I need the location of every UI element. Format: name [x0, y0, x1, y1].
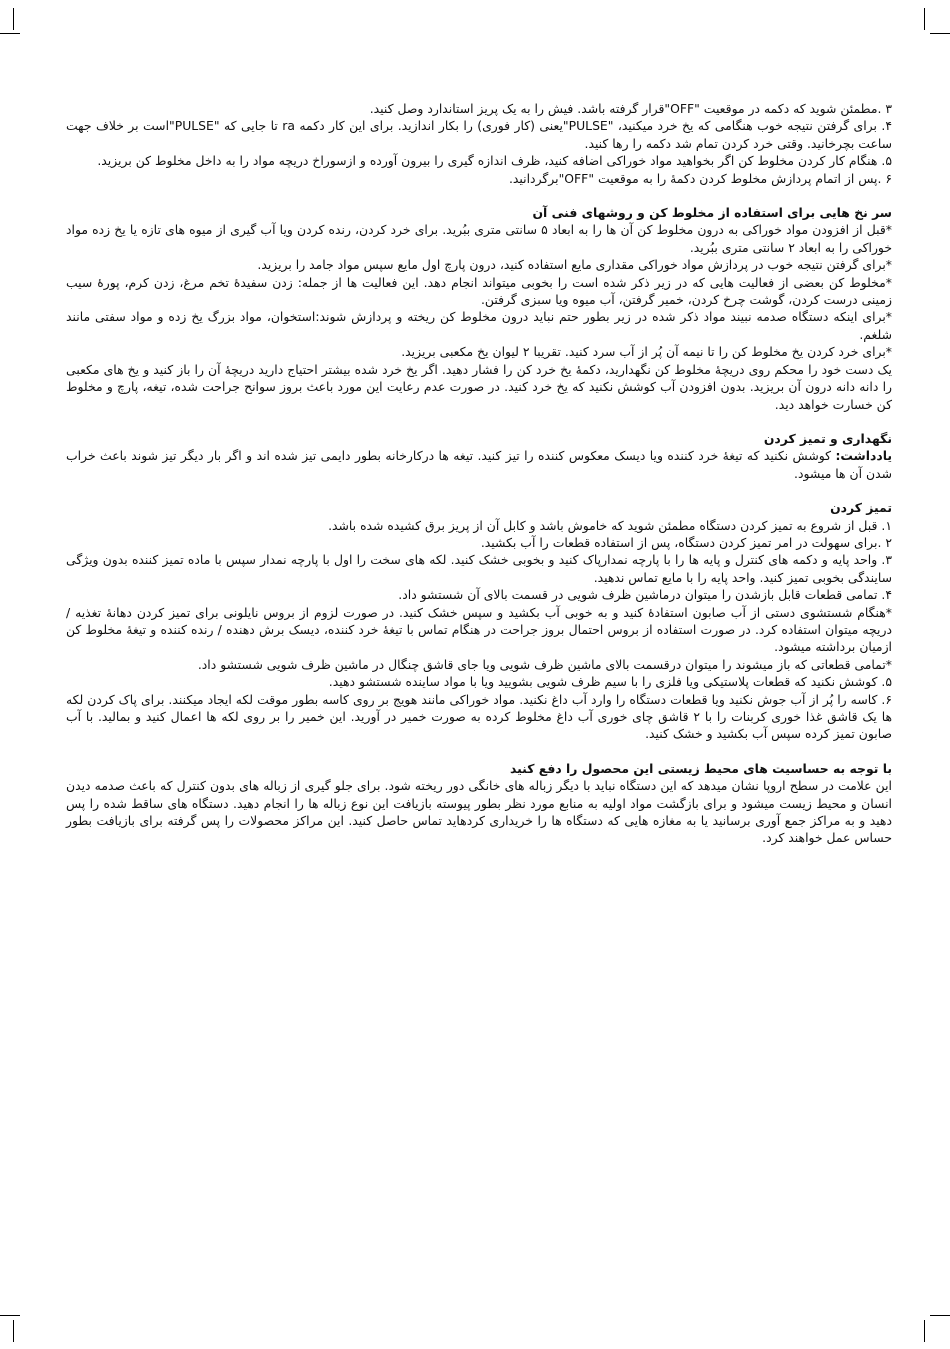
- environment-section: [66, 760, 892, 847]
- environment-heading: با توجه به حساسیت های محیط زیستی این محصول را دفع کنید: [509, 760, 892, 776]
- crop-mark-bottom-right: [924, 1320, 925, 1342]
- cleaning-section: [66, 499, 892, 743]
- usage-step-5: ۵. هنگام کار کردن مخلوط کن اگر بخواهید مواد خوراکی اضافه کنید، ظرف اندازه گیری را بیرون آورده و ازسوراخ دریچه مواد را به داخل مخلوط کن بریزید.: [97, 153, 892, 169]
- manual-page: [66, 100, 892, 847]
- spacer: [66, 482, 892, 499]
- usage-step-4: ۴. برای گرفتن نتیجه خوب هنگامی که یخ خرد میکنید، "PULSE"یعنی (کار فوری) را بکار اندازید. برای این کار دکمه ra تا جایی که "PULSE"است بر خلاف جهت ساعت بچرخانید. وقتی خرد کردن تمام شد دکمه را رها کنید.: [66, 118, 892, 151]
- crop-mark-bottom-left-h: [0, 1315, 20, 1316]
- crop-mark-top-left-h: [0, 33, 20, 34]
- maintenance-note: [66, 447, 892, 482]
- cleaning-step: *تمامی قطعاتی که باز میشوند را میتوان درقسمت بالای ماشین ظرف شویی ویا جای قاشق چنگال در ماشین ظرف شویی شستشو داد.: [197, 656, 892, 672]
- crop-mark-top-right: [924, 8, 925, 30]
- tip-paragraph: *قبل از افزودن مواد خوراکی به درون مخلوط کن آن ها را به ابعاد ۵ سانتی متری ببُرید. برای خرد کردن، رنده کردن ویا آب گیری از میوه های تازه یا یخ زده مواد خوراکی را به ابعاد ۲ سانتی متری ببُرید.: [66, 222, 892, 255]
- cleaning-step: ۴. تمامی قطعات قابل بازشدن را میتوان درماشین ظرف شویی در قسمت بالای آن شستشو داد.: [398, 587, 892, 603]
- crop-mark-bottom-right-h: [930, 1315, 950, 1316]
- cleaning-step: ۲ .برای سهولت در امر تمیز کردن دستگاه، پس از استفاده قطعات را آب بکشید.: [480, 534, 892, 550]
- environment-paragraph: این علامت در سطح اروپا نشان میدهد که این دستگاه نباید با دیگر زباله های خانگی دور ریخته شود. برای جلو گیری از زباله های بدون کنترل که باعث صدمه دیدن انسان و محیط زیست میشود و برای بازگشت مواد اولیه به منابع مورد نظر بطور پیوسته بازیافت این نوع زباله ها را انجام دهید. دستگاه های ساقط شده را پس دهید و به مراکز جمع آوری برسانید یا به مغازه هایی که دستگاه ها را خریداری کردهاید تماس حاصل کنید. این مراکز محصولات را پس گرفته برای بازیافت بطور حساس عمل خواهند کرد.: [66, 778, 892, 846]
- maintenance-section: [66, 430, 892, 482]
- cleaning-step: ۳. واحد پایه و دکمه های کنترل و پایه ها را با پارچه نمدارپاک کنید و بخوبی خشک کنید. لکه های سخت را اول با پارچه نمدار سپس با ماده تمیز کننده بدون ویژگی سایندگی بخوبی تمیز کنید. واحد پایه را با مایع تماس ندهید.: [66, 552, 892, 585]
- note-text: کوشش نکنید که تیغهٔ خرد کننده ویا دیسک معکوس کننده را تیز کنید. تیغه ها درکارخانه بطور دایمی تیز شده اند و اگر بار دیگر تیز شوند باعث خراب شدن آن ها میشود.: [66, 448, 892, 481]
- cleaning-step: ۱. قبل از شروع به تمیز کردن دستگاه مطمئن شوید که خاموش باشد و کابل آن از پریز برق کشیده شده باشد.: [328, 517, 892, 533]
- tips-heading: سر نخ هایی برای استفاده از مخلوط کن و روشهای فنی آن: [532, 205, 892, 221]
- cleaning-step: *هنگام شستشوی دستی از آب صابون استفادهٔ کنید و به خوبی آب بکشید و سپس خشک کنید. در صورت لزوم از بروس نایلونی برای تمیز کردن دهانهٔ تغذیه / دریچه میتوان استفاده کرد. در صورت استفاده از بروس احتمال بروز جراحت در هنگام تماس با تیغهٔ خرد کننده، دیسک برش دهنده / رنده کننده و تیغهٔ مخلوط کن ازمیان برداشته میشود.: [66, 604, 892, 655]
- crop-mark-bottom-left: [13, 1320, 14, 1342]
- tip-paragraph: *برای گرفتن نتیجه خوب در پردازش مواد خوراکی مقداری مایع استفاده کنید، درون پارچ اول مایع سپس مواد جامد را بریزید.: [257, 257, 892, 273]
- tips-section: [66, 204, 892, 413]
- crop-mark-top-right-h: [930, 33, 950, 34]
- spacer: [66, 413, 892, 430]
- usage-step-3: ۳ .مطمئن شوید که دکمه در موقعیت "OFF"قرار گرفته باشد. فیش را به یک پریز استاندارد وصل کنید.: [369, 101, 892, 116]
- tip-paragraph: *برای اینکه دستگاه صدمه نبیند مواد ذکر شده در زیر بطور حتم نباید درون مخلوط کن ریخته و پردازش شوند:استخوان، مواد بزرگ یخ زده و مواد سفتی مانند شلغم.: [66, 309, 892, 342]
- spacer: [66, 187, 892, 204]
- usage-steps: [66, 100, 892, 187]
- tip-paragraph: *مخلوط کن بعضی از فعالیت هایی که در زیر ذکر شده است را بخوبی میتواند انجام دهد. این فعالیت ها از جمله: زدن سفیدهٔ تخم مرغ، زدن کرم، پورهٔ سیب زمینی درست کردن، گوشت چرخ کردن، خمیر گرفتن، آب میوه ویا سبزی گرفتن.: [66, 274, 892, 308]
- maintenance-heading: نگهداری و تمیز کردن: [763, 430, 892, 446]
- tip-paragraph: یک دست خود را محکم روی دریچهٔ مخلوط کن نگهدارید، دکمهٔ یخ خرد کن را فشار دهید. اگر یخ خرد شده بیشتر احتیاج دارید دریچهٔ آن را باز کنید و یخ های مکعبی را دانه دانه درون آن بریزید. بدون افزودن آب کوشش نکنید که یخ خرد کنید. در صورت عدم رعایت این مورد باعث بروز سوانح جراحت شده، تیغه، پارچ و مخلوط کن خسارت خواهد دید.: [66, 361, 892, 412]
- note-label: یادداشت:: [835, 448, 892, 464]
- cleaning-step: ۶. کاسه را پُر از آب جوش نکنید ویا قطعات دستگاه را وارد آب داغ نکنید. مواد خوراکی مانند هویج بر روی کاسه بطور موقت لکه ایجاد میکنند. برای پاک کردن لکه ها یک قاشق غذا خوری کربنات را با ۲ قاشق چای خوری آب داغ مخلوط کرده به صورت خمیر در آورید. این خمیر را بر روی لکه ها اعمال کنید و بمالید. با آب صابون تمیز کرده سپس آب بکشید و خشک کنید.: [66, 691, 893, 742]
- crop-mark-top-left: [13, 8, 14, 30]
- cleaning-step: ۵. کوشش نکنید که قطعات پلاستیکی ویا فلزی را با سیم ظرف شویی بشویید ویا با مواد ساینده شستشو دهید.: [328, 674, 892, 690]
- usage-step-6: ۶ .پس از اتمام پردازش مخلوط کردن دکمهٔ را به موقعیت "OFF"برگردانید.: [508, 170, 892, 186]
- cleaning-heading: تمیز کردن: [830, 500, 892, 516]
- spacer: [66, 743, 892, 760]
- tip-paragraph: *برای خرد کردن یخ مخلوط کن را تا نیمه آن پُر از آب سرد کنید. تقریبا ۲ لیوان یخ مکعبی بریزید.: [401, 344, 892, 360]
